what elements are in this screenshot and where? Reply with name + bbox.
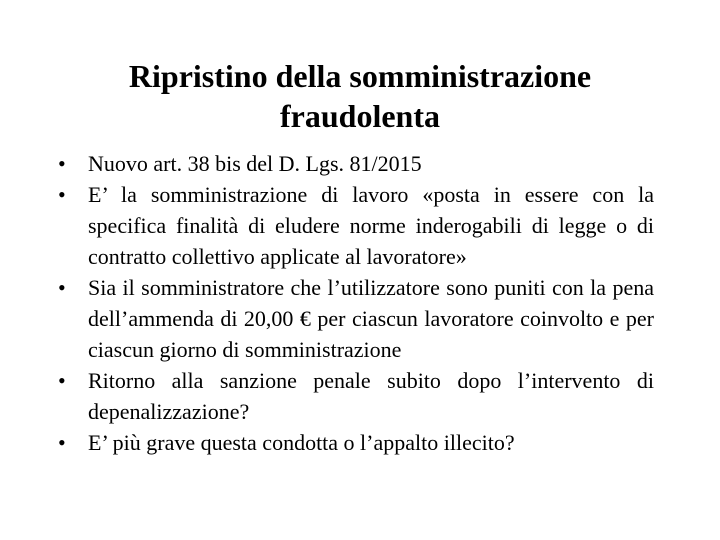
bullet-text: Nuovo art. 38 bis del D. Lgs. 81/2015 [88,151,422,176]
bullet-item [56,179,654,272]
bullet-item [56,272,654,365]
bullet-text: Ritorno alla sanzione penale subito dopo l’intervento di depenalizzazione? [88,368,654,424]
slide-title-line-1: Ripristino della somministrazione [128,58,592,94]
bullet-text: E’ la somministrazione di lavoro «posta in essere con la specifica finalità di eludere norme inderogabili di legge o di contratto collettivo applicate al lavoratore» [88,182,654,269]
bullet-icon: • [58,275,66,300]
bullet-list [56,148,654,458]
bullet-text: E’ più grave questa condotta o l’appalto illecito? [88,430,515,455]
slide-title-line-2: fraudolenta [280,98,440,134]
bullet-icon: • [58,430,66,455]
bullet-item [56,365,654,427]
bullet-icon: • [58,151,66,176]
slide-title [60,56,660,136]
bullet-text: Sia il somministratore che l’utilizzatore sono puniti con la pena dell’ammenda di 20,00 € per ciascun lavoratore coinvolto e per ciascun giorno di somministrazione [88,275,654,362]
bullet-icon: • [58,368,66,393]
bullet-icon: • [58,182,66,207]
bullet-item [56,148,654,179]
bullet-item [56,427,654,458]
